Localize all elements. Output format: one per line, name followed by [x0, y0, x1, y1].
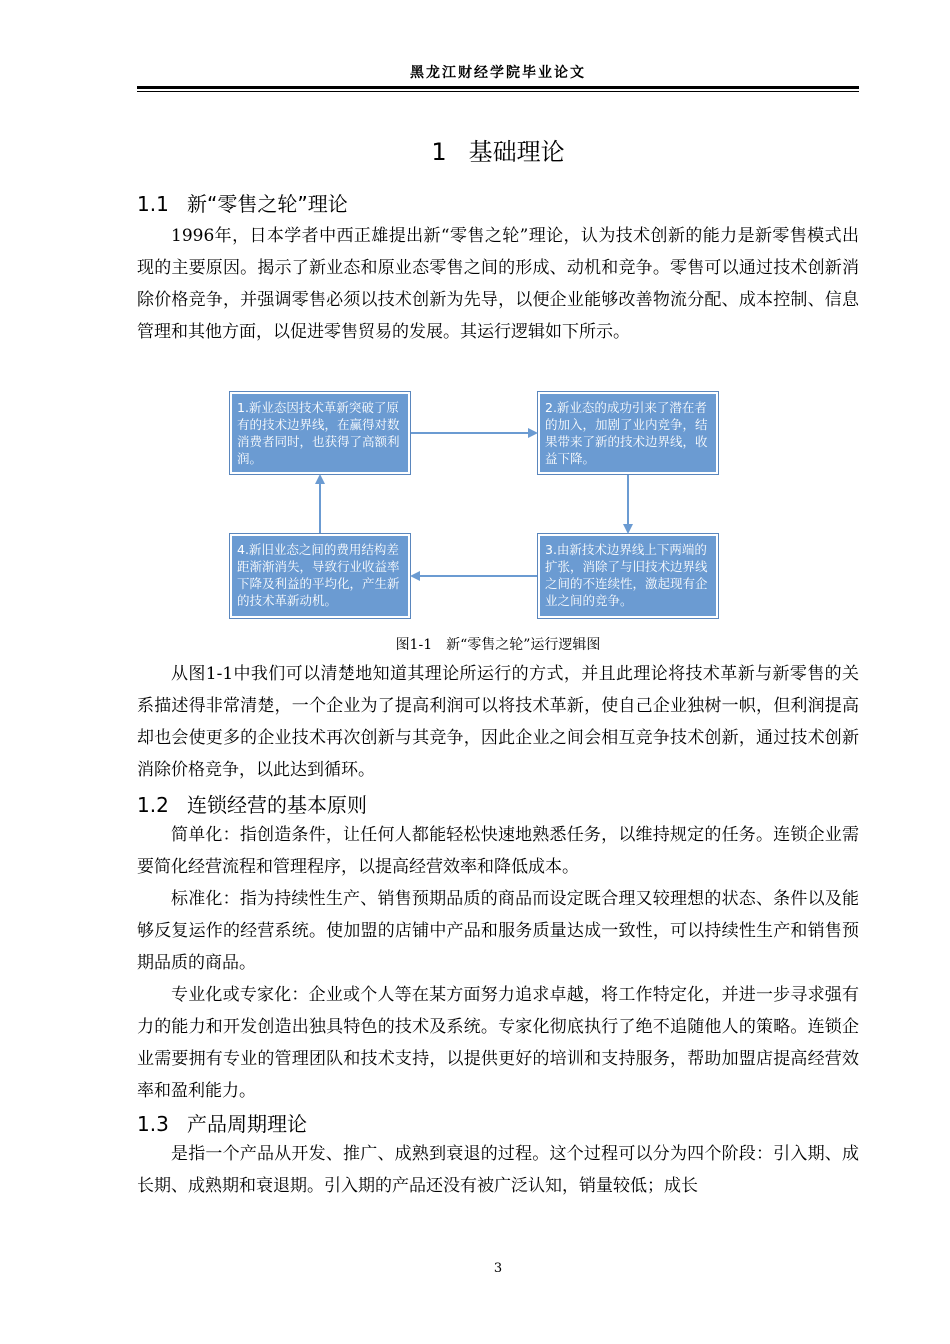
- diagram-box-2: 2.新业态的成功引来了潜在者的加入，加剧了业内竞争，结果带来了新的技术边界线，收益下降。: [538, 392, 718, 474]
- figure-number: 图1-1: [395, 637, 433, 653]
- chapter-number: 1: [431, 138, 447, 166]
- section-title: 产品周期理论: [187, 1112, 307, 1136]
- section-number: 1.2: [137, 793, 169, 817]
- section-title: 新“零售之轮”理论: [187, 192, 348, 216]
- paragraph-wheel-theory: 1996年，日本学者中西正雄提出新“零售之轮”理论，认为技术创新的能力是新零售模式出现的主要原因。揭示了新业态和原业态零售之间的形成、动机和竞争。零售可以通过技术创新消除价格竞争，并强调零售必须以技术创新为先导，以便企业能够改善物流分配、成本控制、信息管理和其他方面，以促进零售贸易的发展。其运行逻辑如下所示。: [137, 226, 859, 342]
- figure-caption-text: 新“零售之轮”运行逻辑图: [446, 637, 601, 653]
- section-heading-1-2: [137, 789, 367, 818]
- paragraph-standardization: 标准化：指为持续性生产、销售预期品质的商品而设定既合理又较理想的状态、条件以及能够反复运作的经营系统。使加盟的店铺中产品和服务质量达成一致性，可以持续性生产和销售预期品质的商品。: [137, 889, 859, 973]
- diagram-box-3: 3.由新技术边界线上下两端的扩张，消除了与旧技术边界线之间的不连续性，激起现有企业之间的竞争。: [538, 534, 718, 618]
- paragraph-figure-explanation: 从图1-1中我们可以清楚地知道其理论所运行的方式，并且此理论将技术革新与新零售的关系描述得非常清楚，一个企业为了提高利润可以将技术革新，使自己企业独树一帜，但利润提高却也会使更多的企业技术再次创新与其竞争，因此企业之间会相互竞争技术创新，通过技术创新消除价格竞争，以此达到循环。: [137, 664, 859, 780]
- section-number: 1.3: [137, 1112, 169, 1136]
- paragraph-simplification: 简单化：指创造条件，让任何人都能轻松快速地熟悉任务，以维持规定的任务。连锁企业需要简化经营流程和管理程序，以提高经营效率和降低成本。: [137, 825, 859, 877]
- figure-caption: [137, 634, 859, 654]
- running-header: 黑龙江财经学院毕业论文: [410, 65, 586, 81]
- paragraph-specialization: 专业化或专家化：企业或个人等在某方面努力追求卓越，将工作特定化，并进一步寻求强有力的能力和开发创造出独具特色的技术及系统。专家化彻底执行了绝不追随他人的策略。连锁企业需要拥有专业的管理团队和技术支持，以提供更好的培训和支持服务，帮助加盟店提高经营效率和盈利能力。: [137, 985, 859, 1101]
- section-heading-1-3: [137, 1108, 307, 1137]
- chapter-heading: [137, 132, 859, 167]
- chapter-title: 基础理论: [468, 138, 565, 166]
- header-rule-thick: [137, 86, 859, 89]
- section-heading-1-1: [137, 188, 348, 217]
- diagram-box-4: 4.新旧业态之间的费用结构差距渐渐消失，导致行业收益率下降及利益的平均化，产生新的技术革新动机。: [230, 534, 410, 618]
- section-title: 连锁经营的基本原则: [187, 793, 367, 817]
- section-number: 1.1: [137, 192, 169, 216]
- paragraph-product-lifecycle: 是指一个产品从开发、推广、成熟到衰退的过程。这个过程可以分为四个阶段：引入期、成长期、成熟期和衰退期。引入期的产品还没有被广泛认知，销量较低；成长: [137, 1144, 859, 1196]
- header-rule-thin: [137, 91, 859, 92]
- page-number: 3: [493, 1261, 503, 1276]
- diagram-box-1: 1.新业态因技术革新突破了原有的技术边界线，在赢得对数消费者同时，也获得了高额利润。: [230, 392, 410, 474]
